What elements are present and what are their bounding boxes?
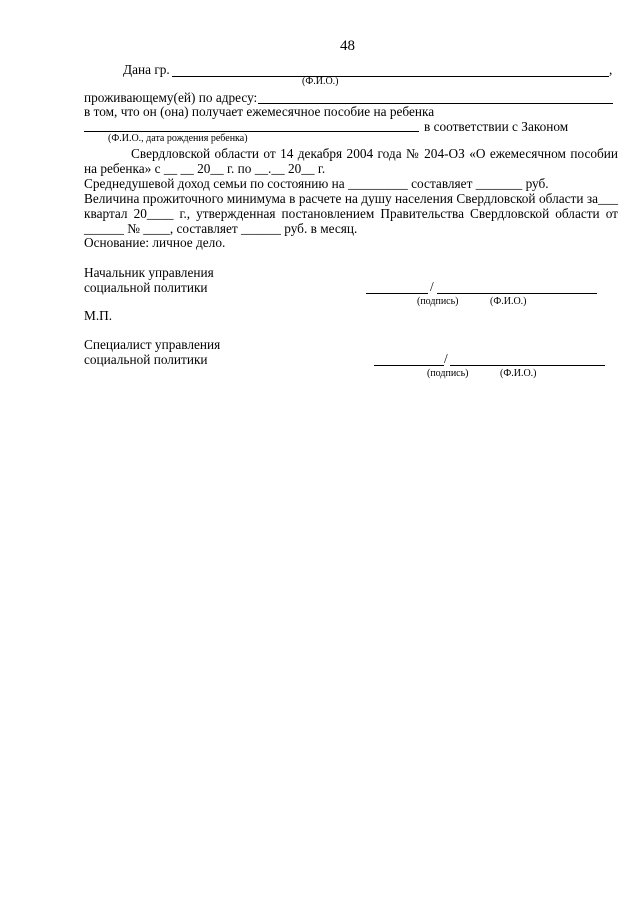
head-fio-caption: (Ф.И.О.) [490, 296, 527, 307]
basis-line: Основание: личное дело. [84, 235, 226, 250]
fio-caption: (Ф.И.О.) [302, 76, 339, 87]
income-line: Среднедушевой доход семьи по состоянию на _________ составляет _______ руб. [84, 176, 549, 191]
given-fio-line [172, 76, 609, 77]
given-trail: , [609, 62, 613, 77]
child-caption: (Ф.И.О., дата рождения ребенка) [108, 133, 248, 144]
specialist-fio-line [450, 365, 605, 366]
child-line [84, 131, 419, 132]
allowance-statement: в том, что он (она) получает ежемесячное пособие на ребенка [84, 104, 435, 119]
stamp-label: М.П. [84, 308, 113, 323]
specialist-signature-line [374, 365, 444, 366]
specialist-slash: / [444, 351, 448, 366]
head-signature-caption: (подпись) [417, 296, 459, 307]
minimum-line-1: Величина прожиточного минимума в расчете на душу населения Свердловской области за___ [84, 191, 618, 206]
head-fio-line [437, 293, 597, 294]
residing-label: проживающему(ей) по адресу: [84, 90, 258, 105]
law-text: в соответствии с Законом [424, 119, 569, 134]
head-signature-line [366, 293, 428, 294]
head-title-line-1: Начальник управления [84, 265, 214, 280]
head-slash: / [430, 279, 434, 294]
specialist-signature-caption: (подпись) [427, 368, 469, 379]
minimum-line-3: ______ № ____, составляет ______ руб. в месяц. [84, 221, 358, 236]
specialist-title-line-2: социальной политики [84, 352, 208, 367]
minimum-line-2: квартал 20____ г., утвержденная постановлением Правительства Свердловской области от [84, 206, 618, 221]
page-number: 48 [340, 38, 355, 54]
specialist-fio-caption: (Ф.И.О.) [500, 368, 537, 379]
law-reference-line-1: Свердловской области от 14 декабря 2004 года № 204-ОЗ «О ежемесячном пособии [131, 146, 618, 161]
specialist-title-line-1: Специалист управления [84, 337, 221, 352]
law-reference-line-2: на ребенка» с __ __ 20__ г. по __.__ 20__ г. [84, 161, 326, 176]
given-label: Дана гр. [123, 62, 170, 77]
head-title-line-2: социальной политики [84, 280, 208, 295]
